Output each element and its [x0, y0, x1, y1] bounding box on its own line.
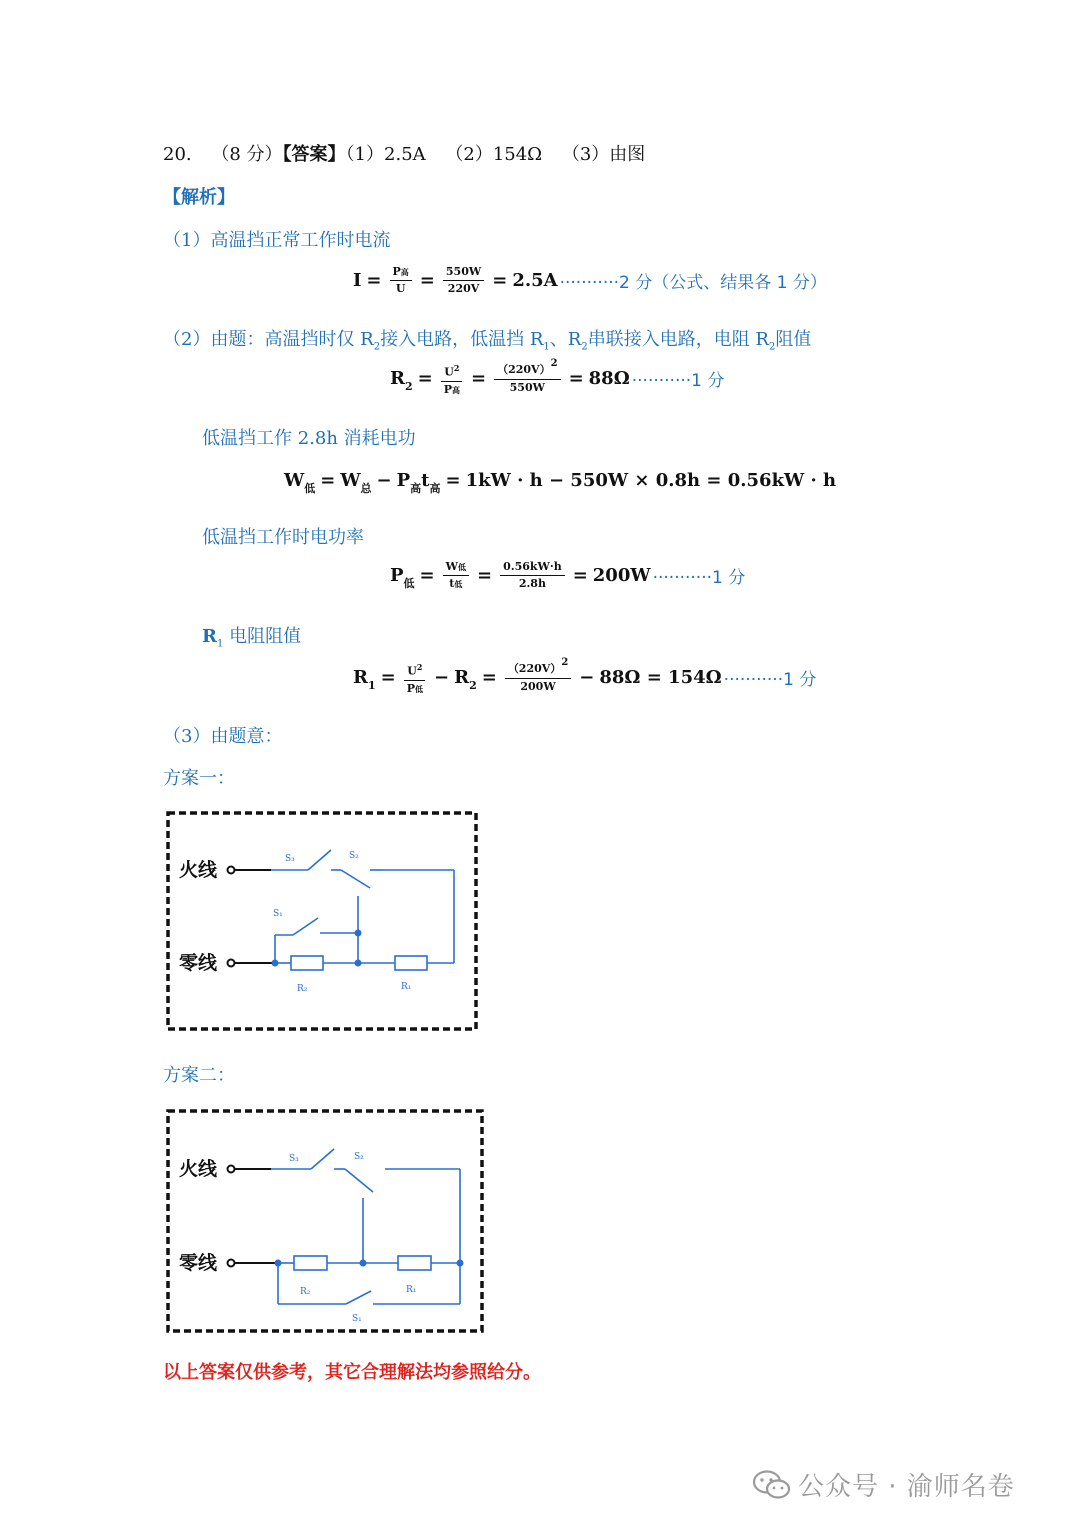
question-header	[163, 140, 645, 166]
s3-label: S₃	[289, 1154, 299, 1164]
s3-label: S₃	[285, 854, 295, 864]
answer-2: （2）154Ω	[445, 144, 543, 165]
s2-label: S₂	[349, 851, 359, 861]
answer-1: （1）2.5A	[345, 144, 426, 165]
question-points: （8 分）	[211, 144, 283, 165]
low-power-title: 低温挡工作时电功率	[202, 527, 364, 548]
equation-power: $P_低$ = $\frac{\text{W低}}{\text{t低}}$ = $\frac{0.56kW\cdot h}{2.8h}$ = 200W ···········1 分	[390, 560, 746, 590]
low-energy-title: 低温挡工作 2.8h 消耗电功	[202, 428, 416, 449]
dashed-border	[168, 1111, 482, 1331]
watermark-text: 公众号 · 渝师名卷	[798, 1472, 1015, 1502]
circuit-wires	[271, 850, 454, 970]
part3-title: （3）由题意：	[163, 726, 283, 747]
s1-label: S₁	[352, 1314, 362, 1324]
s2-label: S₂	[354, 1152, 364, 1162]
equation-energy: $W_低$ = $W_总$ − $P_高t_高$ = 1kW · h − 550W × 0.8h = 0.56kW · h	[284, 470, 837, 495]
equation-current: I = $\frac{\text{P高}}{U}$ = $\frac{550W}{220V}$ = 2.5A ···········2 分（公式、结果各 1 分）	[353, 265, 827, 295]
dashed-border	[168, 813, 476, 1029]
equation-r1: $R_1$ = $\frac{U^2}{\text{P低}}$ − $R_2$ = $\frac{(220V)2}{200W}$ − 88Ω = 154Ω ···········1 分	[353, 656, 817, 695]
circuit-diagram-plan2	[163, 1106, 489, 1338]
eq1-result: 2.5A	[512, 270, 558, 291]
eq1-frac1: $\frac{\text{P高}}{U}$	[390, 265, 412, 296]
part1-title: （1）高温挡正常工作时电流	[163, 230, 391, 251]
neutral-label: 零线	[179, 952, 218, 974]
r1-title: $R_1$ 电阻阻值	[202, 626, 302, 650]
r2-label: R₂	[297, 984, 308, 994]
plan2-label: 方案二：	[163, 1065, 235, 1086]
live-label: 火线	[179, 859, 218, 881]
r1-label: R₁	[401, 982, 412, 992]
question-number: 20.	[163, 144, 192, 165]
eq1-frac2: $\frac{550W}{220V}$	[443, 265, 484, 296]
eq1-score: ···········2 分（公式、结果各 1 分）	[559, 273, 827, 293]
part2-title: （2）由题：高温挡时仅 $R_2$接入电路，低温挡 $R_1$、$R_2$串联接入电路，电阻 $R_2$阻值	[163, 329, 812, 353]
plan1-label: 方案一：	[163, 768, 235, 789]
circuit-wires	[271, 1149, 460, 1304]
s1-label: S₁	[273, 909, 283, 919]
answer-3: （3）由图	[561, 144, 646, 165]
live-label: 火线	[179, 1158, 218, 1180]
analysis-tag: 【解析】	[163, 187, 235, 208]
r1-label: R₁	[406, 1285, 417, 1295]
neutral-label: 零线	[179, 1252, 218, 1274]
circuit-diagram-plan1	[163, 808, 483, 1036]
answer-tag: 【答案】	[282, 144, 346, 165]
equation-r2: $R_2$ = $\frac{U^2}{\text{P高}}$ = $\frac{(220V)2}{550W}$ = 88Ω ···········1 分	[390, 357, 725, 396]
watermark	[752, 1466, 1015, 1503]
r2-label: R₂	[300, 1287, 311, 1297]
eq1-lhs: I	[353, 270, 362, 291]
scoring-note: 以上答案仅供参考，其它合理解法均参照给分。	[163, 1362, 541, 1383]
wechat-icon	[752, 1469, 792, 1501]
